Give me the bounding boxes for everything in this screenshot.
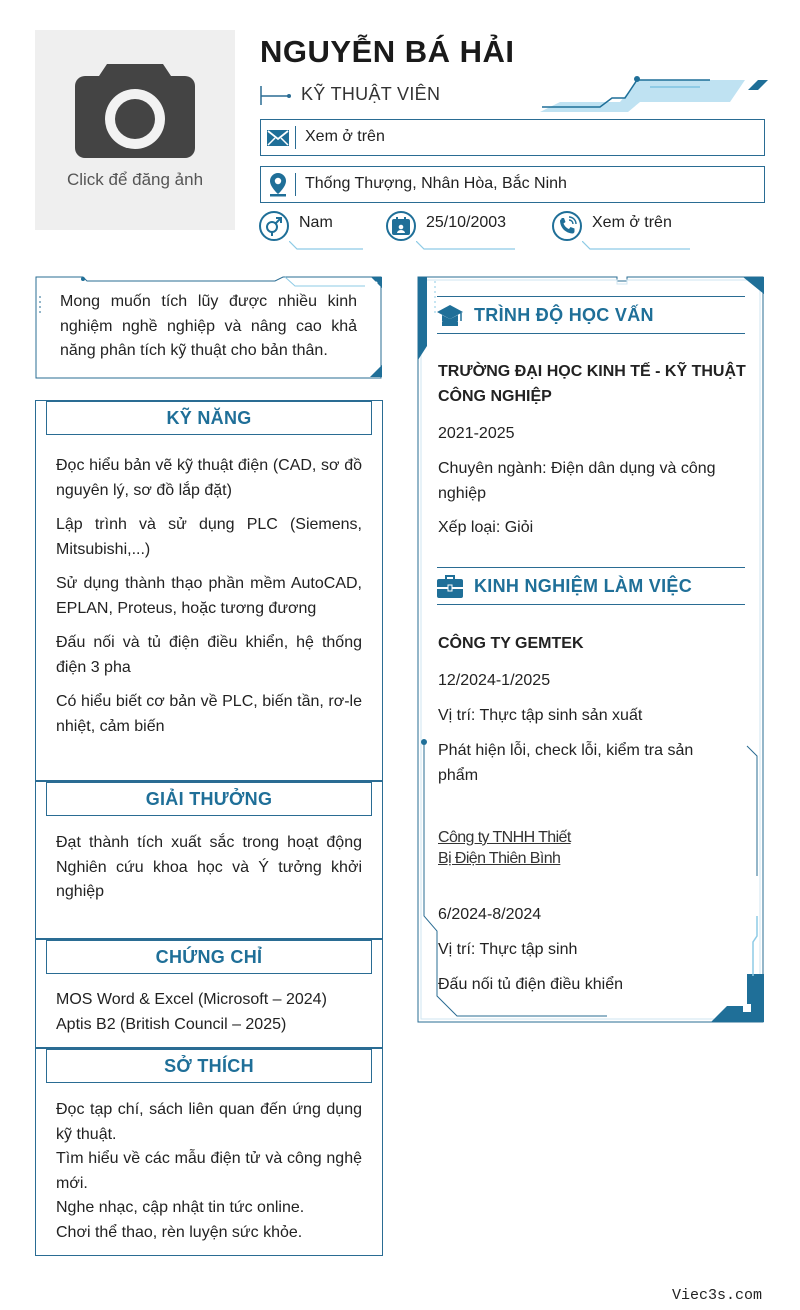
photo-placeholder[interactable] [35,30,235,230]
email-field[interactable] [260,119,765,156]
education-period: 2021-2025 [438,425,515,442]
job-company-link[interactable]: Bị Điện Thiên Bình [438,850,561,867]
job-period: 6/2024-8/2024 [438,906,542,923]
job-position: Vị trí: Thực tập sinh sản xuất [438,707,643,724]
skill-item: Sử dụng thành thạo phần mềm AutoCAD, EPLAN, Proteus, hoặc tương đương [56,575,362,617]
hobby-item: Chơi thể thao, rèn luyện sức khỏe. [56,1223,303,1241]
address-value: Thống Thượng, Nhân Hòa, Bắc Ninh [305,175,567,192]
hobby-item: Đọc tạp chí, sách liên quan đến ứng dụng kỹ thuật. [56,1101,362,1143]
graduation-cap-icon [437,304,463,328]
hobby-item: Tìm hiểu về các mẫu điện tử và công nghệ mới. [56,1150,362,1192]
skill-item: Đấu nối và tủ điện điều khiển, hệ thống điện 3 pha [56,634,362,676]
hobbies-section [35,1048,383,1256]
briefcase-icon [437,575,463,599]
award-item: Đạt thành tích xuất sắc trong hoạt động Nghiên cứu khoa học và Ý tưởng khởi nghiệp [56,834,362,900]
awards-section [35,781,383,939]
education-grade: Xếp loại: Giỏi [438,519,534,536]
hobbies-heading: SỞ THÍCH [46,1049,372,1083]
job-description: Phát hiện lỗi, check lỗi, kiểm tra sản phẩm [438,742,694,784]
experience-heading [437,567,745,605]
awards-heading: GIẢI THƯỞNG [46,782,372,816]
gender-value: Nam [299,214,333,231]
skills-section [35,400,383,781]
certificates-section [35,939,383,1048]
certificate-item: MOS Word & Excel (Microsoft – 2024) [56,991,327,1008]
skill-item: Có hiểu biết cơ bản về PLC, biến tần, rơ-le nhiệt, cảm biến [56,693,362,735]
education-title: TRÌNH ĐỘ HỌC VẤN [474,305,654,325]
birthday-value: 25/10/2003 [426,214,507,231]
hobby-item: Nghe nhạc, cập nhật tin tức online. [56,1199,305,1216]
school-name: TRƯỜNG ĐẠI HỌC KINH TẾ - KỸ THUẬT CÔNG NGHIỆP [438,363,746,405]
job-period: 12/2024-1/2025 [438,672,551,689]
footer-brand: Viec3s.com [672,1287,763,1304]
circuit-decoration [540,72,770,114]
gender-icon [264,216,284,236]
email-value: Xem ở trên [305,128,385,145]
certificates-heading: CHỨNG CHỈ [46,940,372,974]
experience-title: KINH NGHIỆM LÀM VIỆC [474,576,693,596]
title-line-decoration [260,86,294,106]
phone-value: Xem ở trên [592,214,672,231]
location-pin-icon [269,173,287,197]
job-company: CÔNG TY GEMTEK [438,635,584,652]
objective-text: Mong muốn tích lũy được nhiều kinh nghiệm nghề nghiệp và nâng cao khả năng phân tích kỹ thuật cho bản thân. [60,293,357,359]
camera-icon [75,58,195,163]
envelope-icon [267,130,289,146]
skill-item: Lập trình và sử dụng PLC (Siemens, Mitsubishi,...) [56,516,362,558]
photo-caption: Click để đăng ảnh [66,170,204,189]
right-column-panel [417,276,765,1024]
full-name: NGUYỄN BÁ HẢI [260,34,515,69]
phone-icon [557,216,577,236]
skills-heading: KỸ NĂNG [46,401,372,435]
job-company-link[interactable]: Công ty TNHH Thiết [438,829,571,846]
address-field[interactable] [260,166,765,203]
career-objective [35,276,383,380]
job-description: Đấu nối tủ điện điều khiển [438,976,624,993]
education-major: Chuyên ngành: Điện dân dụng và công nghiệp [438,460,716,502]
calendar-icon [392,217,410,235]
job-position: Vị trí: Thực tập sinh [438,941,578,958]
education-heading [437,296,745,334]
job-title: KỸ THUẬT VIÊN [301,84,441,104]
skill-item: Đọc hiểu bản vẽ kỹ thuật điện (CAD, sơ đồ nguyên lý, sơ đồ lắp đặt) [56,457,362,499]
certificate-item: Aptis B2 (British Council – 2025) [56,1015,287,1033]
